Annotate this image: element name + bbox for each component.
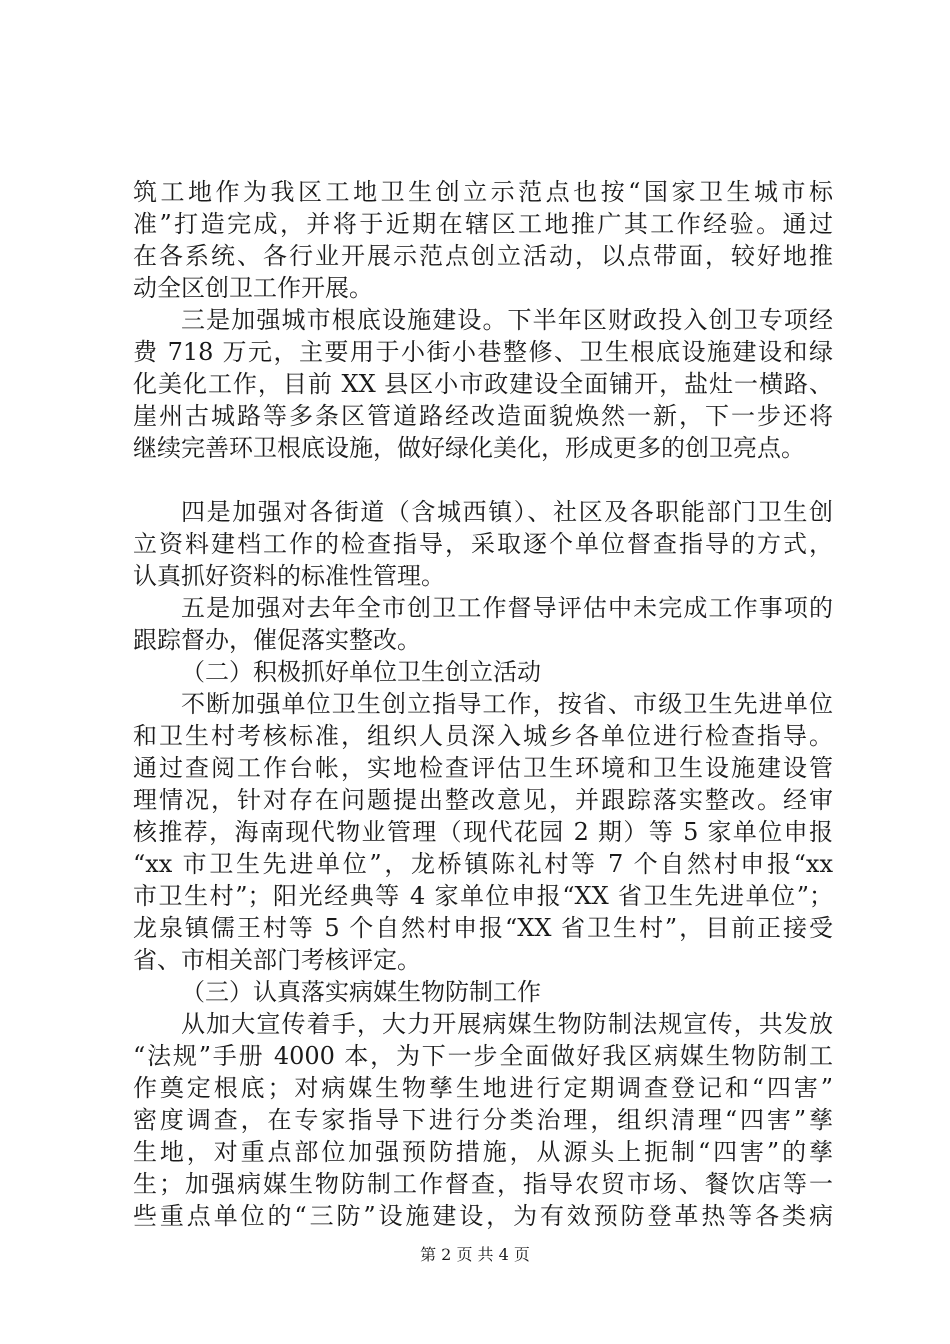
- text-line: 密度调查，在专家指导下进行分类治理，组织清理“四害”孳: [133, 1106, 833, 1134]
- paragraph-gap: [133, 464, 833, 496]
- text-line: 通过查阅工作台帐，实地检查评估卫生环境和卫生设施建设管: [133, 754, 833, 782]
- text-line: 筑工地作为我区工地卫生创立示范点也按“国家卫生城市标: [133, 178, 833, 206]
- text-line: 核推荐，海南现代物业管理（现代花园 2 期）等 5 家单位申报: [133, 818, 833, 846]
- text-line: 动全区创卫工作开展。: [133, 274, 373, 302]
- text-line: 从加大宣传着手，大力开展病媒生物防制法规宣传，共发放: [181, 1010, 833, 1038]
- text-line: 在各系统、各行业开展示范点创立活动，以点带面，较好地推: [133, 242, 833, 270]
- text-line: 龙泉镇儒王村等 5 个自然村申报“XX 省卫生村”，目前正接受: [133, 914, 833, 942]
- text-line: 些重点单位的“三防”设施建设，为有效预防登革热等各类病: [133, 1202, 833, 1230]
- text-line: 市卫生村”；阳光经典等 4 家单位申报“XX 省卫生先进单位”；: [133, 882, 833, 910]
- text-line: 三是加强城市根底设施建设。下半年区财政投入创卫专项经: [181, 306, 833, 334]
- text-line: 生地，对重点部位加强预防措施，从源头上扼制“四害”的孳: [133, 1138, 833, 1166]
- text-line: 生；加强病媒生物防制工作督查，指导农贸市场、餐饮店等一: [133, 1170, 833, 1198]
- text-line: 五是加强对去年全市创卫工作督导评估中未完成工作事项的: [181, 594, 833, 622]
- page-number-label: 第 2 页 共 4 页: [420, 1245, 530, 1264]
- text-line: 作奠定根底；对病媒生物孳生地进行定期调查登记和“四害”: [133, 1074, 833, 1102]
- text-line: 继续完善环卫根底设施，做好绿化美化，形成更多的创卫亮点。: [133, 434, 805, 462]
- text-line: （二）积极抓好单位卫生创立活动: [181, 658, 541, 686]
- text-line: 崖州古城路等多条区管道路经改造面貌焕然一新，下一步还将: [133, 402, 833, 430]
- text-line: （三）认真落实病媒生物防制工作: [181, 978, 541, 1006]
- text-line: 和卫生村考核标准，组织人员深入城乡各单位进行检查指导。: [133, 722, 833, 750]
- text-line: “xx 市卫生先进单位”，龙桥镇陈礼村等 7 个自然村申报“xx: [133, 850, 833, 878]
- text-line: 费 718 万元，主要用于小街小巷整修、卫生根底设施建设和绿: [133, 338, 833, 366]
- text-line: 化美化工作，目前 XX 县区小市政建设全面铺开，盐灶一横路、: [133, 370, 833, 398]
- text-line: “法规”手册 4000 本，为下一步全面做好我区病媒生物防制工: [133, 1042, 833, 1070]
- text-line: 准”打造完成，并将于近期在辖区工地推广其工作经验。通过: [133, 210, 833, 238]
- text-line: 省、市相关部门考核评定。: [133, 946, 421, 974]
- text-line: 不断加强单位卫生创立指导工作，按省、市级卫生先进单位: [181, 690, 833, 718]
- page-footer: [0, 1245, 950, 1265]
- text-line: 认真抓好资料的标准性管理。: [133, 562, 445, 590]
- document-body: [133, 176, 833, 1232]
- text-line: 理情况，针对存在问题提出整改意见，并跟踪落实整改。经审: [133, 786, 833, 814]
- text-line: 四是加强对各街道（含城西镇）、社区及各职能部门卫生创: [181, 498, 833, 526]
- text-line: 跟踪督办，催促落实整改。: [133, 626, 421, 654]
- text-line: 立资料建档工作的检查指导，采取逐个单位督查指导的方式，: [133, 530, 833, 558]
